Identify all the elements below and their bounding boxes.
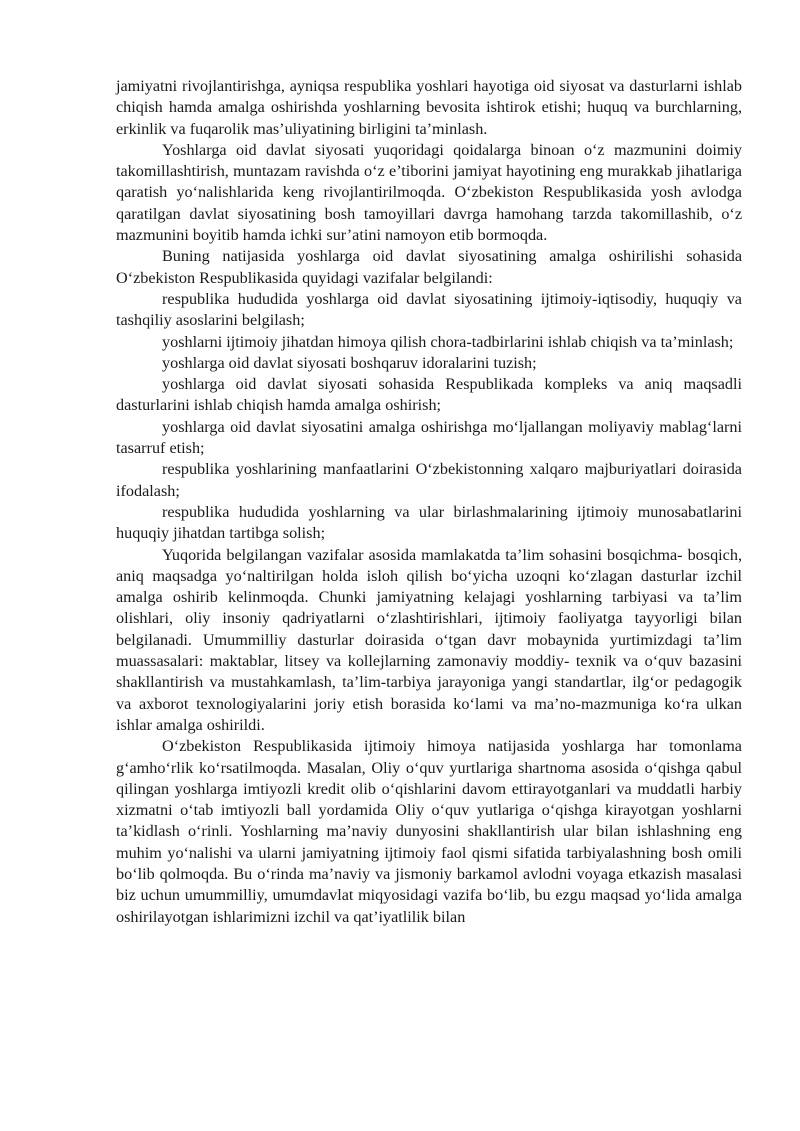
paragraph-2: Yoshlarga oid davlat siyosati yuqoridagi qoidalarga binoan oʻz mazmunini doimiy takomillashtirish, muntazam ravishda oʻz e’tiborini jamiyat hayotining eng murakkab jihatlariga qaratish yoʻnalishlarida keng rivojlantirilmoqda. Oʻzbekiston Respublikasida yosh avlodga qaratilgan davlat siyosatining bosh tamoyillari davrga hamohang tarzda takomillashib, oʻz mazmunini boyitib hamda ichki sur’atini namoyon etib bormoqda. <box>116 140 742 245</box>
list-item-2: yoshlarni ijtimoiy jihatdan himoya qilish chora-tadbirlarini ishlab chiqish va ta’minlash; <box>162 332 734 351</box>
document-page <box>116 76 742 928</box>
list-item-5: yoshlarga oid davlat siyosatini amalga oshirishga moʻljallangan moliyaviy mablagʻlarni tasarruf etish; <box>116 417 742 458</box>
list-item-7: respublika hududida yoshlarning va ular birlashmalarining ijtimoiy munosabatlarini huquqiy jihatdan tartibga solish; <box>116 502 742 543</box>
list-item-4: yoshlarga oid davlat siyosati sohasida Respublikada kompleks va aniq maqsadli dasturlarini ishlab chiqish hamda amalga oshirish; <box>116 375 742 415</box>
paragraph-5: Oʻzbekiston Respublikasida ijtimoiy himoya natijasida yoshlarga har tomonlama gʻamhoʻrlik koʻrsatilmoqda. Masalan, Oliy oʻquv yurtlariga shartnoma asosida oʻqishga qabul qilingan yoshlarga imtiyozli kredit olib oʻqishlarini davom ettirayotganlari va muddatli harbiy xizmatni oʻtab imtiyozli ball yordamida Oliy oʻquv yutlariga oʻqishga kirayotgan yoshlarni ta’kidlash oʻrinli. Yoshlarning ma’naviy dunyosini shakllantirish ular bilan ishlashning eng muhim yoʻnalishi va ularni jamiyatning ijtimoiy faol qismi sifatida tarbiyalashning bosh omili boʻlib qolmoqda. Bu oʻrinda ma’naviy va jismoniy barkamol avlodni voyaga etkazish masalasi biz uchun umummilliy, umumdavlat miqyosidagi vazifa boʻlib, bu ezgu maqsad yoʻlida amalga oshirilayotgan ishlarimizni izchil va qat’iyatlilik bilan <box>116 737 742 926</box>
list-item-6: respublika yoshlarining manfaatlarini Oʻzbekistonning xalqaro majburiyatlari doirasida ifodalash; <box>116 460 742 500</box>
list-item-1: respublika hududida yoshlarga oid davlat siyosatining ijtimoiy-iqtisodiy, huquqiy va tashqiliy asoslarini belgilash; <box>116 289 742 330</box>
paragraph-1: jamiyatni rivojlantirishga, ayniqsa respublika yoshlari hayotiga oid siyosat va dasturlarni ishlab chiqish hamda amalga oshirishda yoshlarning bevosita ishtirok etishi; huquq va burchlarning, erkinlik va fuqarolik mas’uliyatining birligini ta’minlash. <box>116 77 742 138</box>
list-item-3: yoshlarga oid davlat siyosati boshqaruv idoralarini tuzish; <box>162 353 537 372</box>
paragraph-3: Buning natijasida yoshlarga oid davlat siyosatining amalga oshirilishi sohasida Oʻzbekiston Respublikasida quyidagi vazifalar belgilandi: <box>116 247 742 287</box>
paragraph-4: Yuqorida belgilangan vazifalar asosida mamlakatda ta’lim sohasini bosqichma- bosqich, aniq maqsadga yoʻnaltirilgan holda isloh qilish boʻyicha uzoqni koʻzlagan dasturlar izchil amalga oshirib kelinmoqda. Chunki jamiyatning kelajagi yoshlarning tarbiyasi va ta’lim olishlari, oliy insoniy qadriyatlarni oʻzlashtirishlari, ijtimoiy faoliyatga tayyorligi bilan belgilanadi. Umummilliy dasturlar doirasida oʻtgan davr mobaynida yurtimizdagi ta’lim muassasalari: maktablar, litsey va kollejlarning zamonaviy moddiy- texnik va oʻquv bazasini shakllantirish va mustahkamlash, ta’lim-tarbiya jarayoniga yangi standartlar, ilgʻor pedagogik va axborot texnologiyalarini joriy etish borasida koʻlami va ma’no-mazmuniga koʻra ulkan ishlar amalga oshirildi. <box>116 545 742 734</box>
